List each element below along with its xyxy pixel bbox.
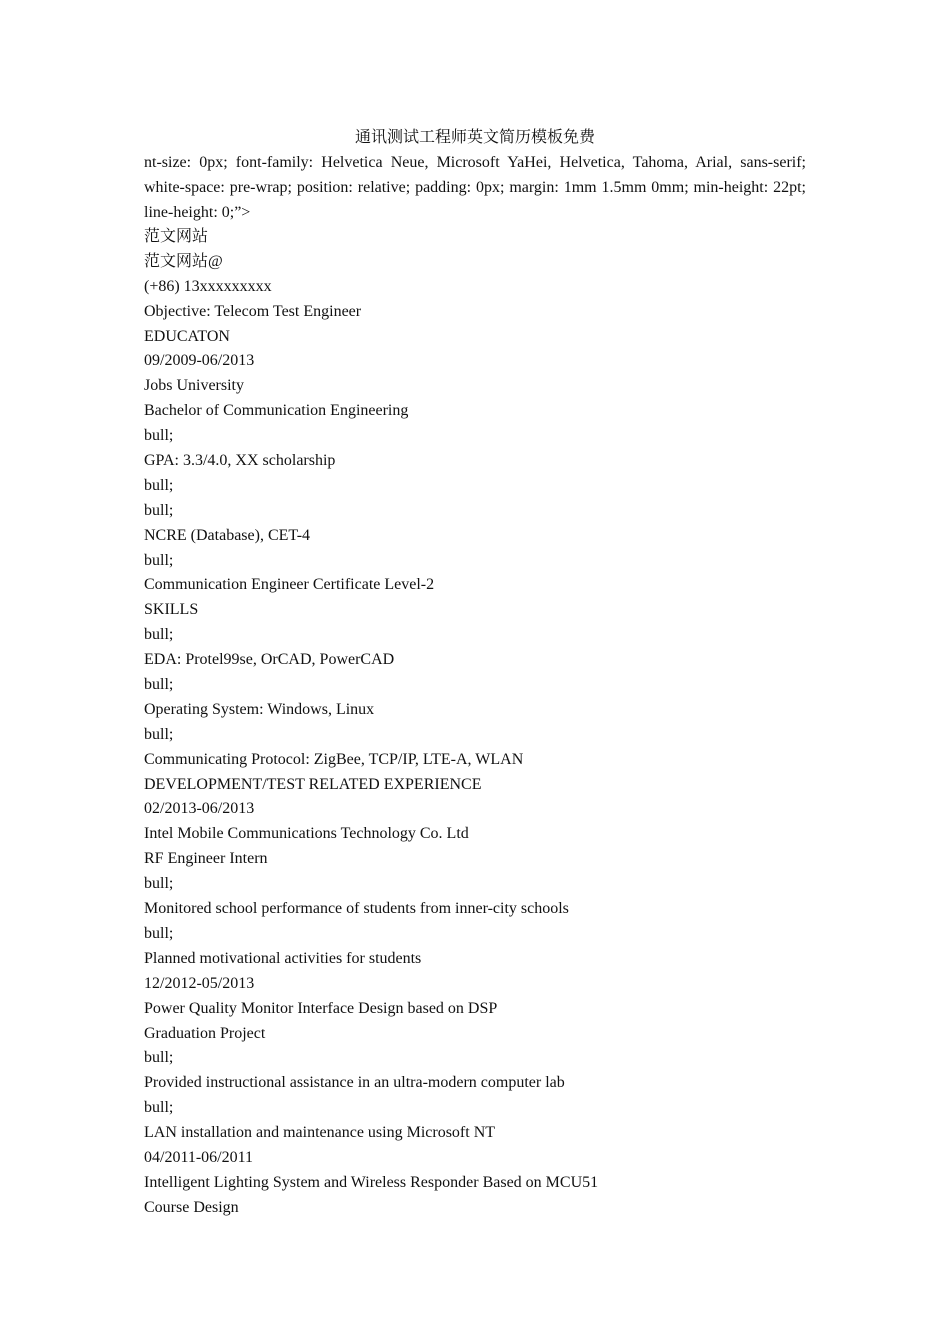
text-line: bull; (144, 551, 174, 569)
text-line: 范文网站 (144, 228, 209, 245)
text-line: Objective: Telecom Test Engineer (144, 302, 362, 320)
text-line: 04/2011-06/2011 (144, 1148, 254, 1166)
text-line: 09/2009-06/2013 (144, 352, 255, 370)
document-title: 通讯测试工程师英文简历模板免费 (354, 129, 595, 146)
text-line: bull; (144, 476, 174, 494)
text-line: bull; (144, 626, 174, 644)
text-line: Operating System: Windows, Linux (144, 700, 375, 718)
text-line: bull; (144, 1099, 174, 1117)
text-line: 范文网站@ (144, 252, 223, 270)
text-line: bull; (144, 725, 174, 743)
text-line: Intel Mobile Communications Technology Co. Ltd (144, 825, 469, 843)
text-line: 12/2012-05/2013 (144, 974, 255, 992)
content-lines (144, 225, 806, 1221)
text-line: Jobs University (144, 377, 244, 395)
text-line: Graduation Project (144, 1024, 266, 1042)
text-line: bull; (144, 1049, 174, 1067)
text-line: GPA: 3.3/4.0, XX scholarship (144, 452, 336, 470)
text-line: Communication Engineer Certificate Level-2 (144, 576, 435, 594)
text-line: bull; (144, 427, 174, 445)
text-line: (+86) 13xxxxxxxxx (144, 277, 272, 295)
text-line: Course Design (144, 1198, 239, 1216)
text-line: LAN installation and maintenance using Microsoft NT (144, 1124, 496, 1142)
text-line: bull; (144, 924, 174, 942)
text-line: DEVELOPMENT/TEST RELATED EXPERIENCE (144, 775, 482, 793)
text-line: bull; (144, 501, 174, 519)
text-line: 02/2013-06/2013 (144, 800, 255, 818)
text-line: Provided instructional assistance in an ultra-modern computer lab (144, 1074, 565, 1092)
text-line: EDUCATON (144, 327, 230, 345)
text-line: bull; (144, 676, 174, 694)
text-line: Planned motivational activities for students (144, 949, 422, 967)
text-line: RF Engineer Intern (144, 850, 268, 868)
text-line: NCRE (Database), CET-4 (144, 526, 311, 544)
text-line: Power Quality Monitor Interface Design based on DSP (144, 999, 498, 1017)
text-line: Communicating Protocol: ZigBee, TCP/IP, LTE-A, WLAN (144, 750, 524, 768)
text-line: Bachelor of Communication Engineering (144, 402, 409, 420)
text-line: EDA: Protel99se, OrCAD, PowerCAD (144, 651, 395, 669)
text-line: Monitored school performance of students from inner-city schools (144, 900, 569, 918)
text-line: SKILLS (144, 601, 199, 619)
intro-paragraph: nt-size: 0px; font-family: Helvetica Neue, Microsoft YaHei, Helvetica, Tahoma, Arial, sans-serif; white-space: pre-wrap; position: relative; padding: 0px; margin: 1mm 1.5mm 0mm; min-height: 22pt; line-height: 0;”> (144, 154, 806, 221)
text-line: bull; (144, 875, 174, 893)
text-line: Intelligent Lighting System and Wireless Responder Based on MCU51 (144, 1173, 599, 1191)
